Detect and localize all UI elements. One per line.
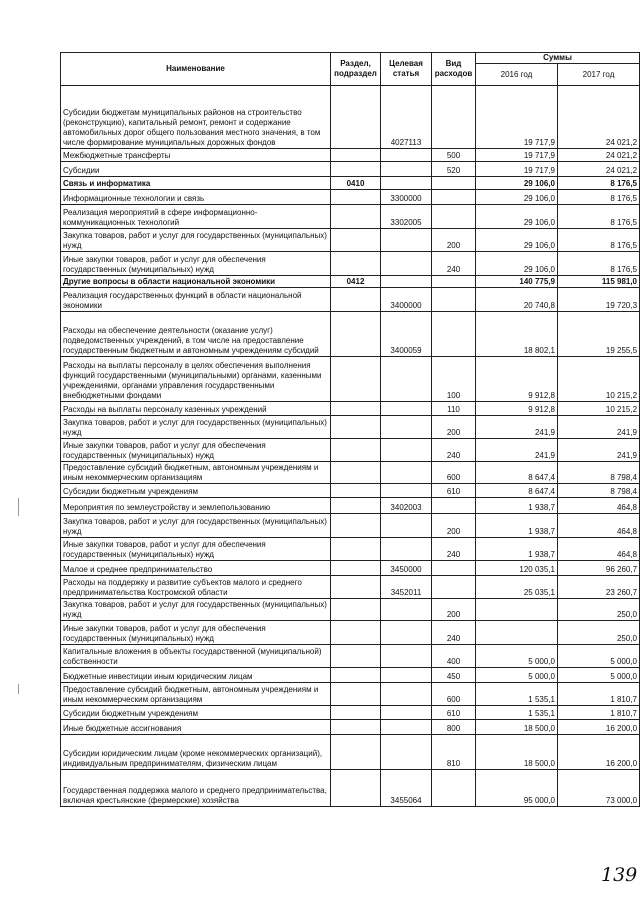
row-target [381, 706, 432, 720]
row-type: 400 [432, 645, 476, 668]
row-target [381, 149, 432, 162]
row-section [331, 498, 381, 514]
row-type: 240 [432, 621, 476, 645]
row-target: 4027113 [381, 86, 432, 149]
row-section [331, 205, 381, 229]
row-sum-2016: 29 106,0 [476, 190, 558, 205]
budget-table [60, 52, 640, 807]
table-row [61, 514, 640, 538]
row-sum-2016: 25 035,1 [476, 576, 558, 599]
row-target: 3450000 [381, 561, 432, 576]
row-type: 800 [432, 720, 476, 735]
row-name: Межбюджетные трансферты [61, 149, 331, 162]
row-section [331, 357, 381, 402]
page-number: 139 [601, 864, 638, 886]
row-type: 240 [432, 439, 476, 462]
row-section [331, 735, 381, 770]
row-target [381, 229, 432, 252]
row-section [331, 720, 381, 735]
row-target [381, 416, 432, 439]
row-section [331, 538, 381, 561]
row-target: 3455064 [381, 770, 432, 807]
row-sum-2016: 241,9 [476, 439, 558, 462]
row-name: Иные бюджетные ассигнования [61, 720, 331, 735]
row-section [331, 770, 381, 807]
row-sum-2016: 1 535,1 [476, 706, 558, 720]
row-section [331, 162, 381, 177]
row-target [381, 599, 432, 621]
row-section [331, 514, 381, 538]
row-name: Расходы на поддержку и развитие субъектов малого и среднего предпринимательства Костромской области [61, 576, 331, 599]
row-sum-2016: 8 647,4 [476, 462, 558, 484]
table-body [61, 86, 640, 807]
row-name: Закупка товаров, работ и услуг для государственных (муниципальных) нужд [61, 229, 331, 252]
table-row [61, 645, 640, 668]
header-year-2016: 2016 год [476, 64, 558, 86]
row-name: Субсидии бюджетам муниципальных районов на строительство (реконструкцию), капитальный ремонт, ремонт и содержание автомобильных дорог общего пользования местного значения, в том числе формирование муниципальных дорожных фондов [61, 86, 331, 149]
row-section [331, 252, 381, 276]
row-sum-2017: 464,8 [558, 514, 640, 538]
row-target: 3300000 [381, 190, 432, 205]
row-section [331, 599, 381, 621]
row-sum-2017: 73 000,0 [558, 770, 640, 807]
row-name: Государственная поддержка малого и среднего предпринимательства, включая крестьянские (фермерские) хозяйства [61, 770, 331, 807]
row-sum-2016: 1 535,1 [476, 683, 558, 706]
row-sum-2017: 115 981,0 [558, 276, 640, 288]
row-sum-2017: 8 176,5 [558, 252, 640, 276]
row-name: Иные закупки товаров, работ и услуг для обеспечения государственных (муниципальных) нужд [61, 621, 331, 645]
row-type: 100 [432, 357, 476, 402]
row-target: 3402003 [381, 498, 432, 514]
row-sum-2017: 24 021,2 [558, 162, 640, 177]
row-type [432, 86, 476, 149]
row-sum-2017: 8 798,4 [558, 484, 640, 498]
row-sum-2016: 29 106,0 [476, 177, 558, 190]
row-section [331, 416, 381, 439]
table-row [61, 538, 640, 561]
row-name: Малое и среднее предпринимательство [61, 561, 331, 576]
row-sum-2017: 16 200,0 [558, 720, 640, 735]
row-sum-2017: 16 200,0 [558, 735, 640, 770]
row-target [381, 402, 432, 416]
table-row [61, 668, 640, 683]
row-name: Другие вопросы в области национальной экономики [61, 276, 331, 288]
row-sum-2016: 29 106,0 [476, 252, 558, 276]
header-type: Вид расходов [432, 53, 476, 86]
row-section [331, 706, 381, 720]
table-row [61, 162, 640, 177]
table-row [61, 498, 640, 514]
margin-mark [18, 498, 19, 516]
row-sum-2016: 19 717,9 [476, 86, 558, 149]
table-row [61, 720, 640, 735]
row-section [331, 561, 381, 576]
row-sum-2017: 8 176,5 [558, 229, 640, 252]
row-target: 3452011 [381, 576, 432, 599]
row-target [381, 162, 432, 177]
row-sum-2016: 18 500,0 [476, 735, 558, 770]
row-sum-2017: 19 720,3 [558, 288, 640, 312]
row-target: 3400059 [381, 312, 432, 357]
header-year-2017: 2017 год [558, 64, 640, 86]
row-type: 600 [432, 462, 476, 484]
row-type: 200 [432, 599, 476, 621]
row-sum-2016: 8 647,4 [476, 484, 558, 498]
row-type [432, 498, 476, 514]
table-header [61, 53, 640, 86]
row-name: Закупка товаров, работ и услуг для государственных (муниципальных) нужд [61, 599, 331, 621]
table-row [61, 561, 640, 576]
row-type: 200 [432, 514, 476, 538]
row-sum-2017: 23 260,7 [558, 576, 640, 599]
row-target [381, 538, 432, 561]
row-sum-2016: 9 912,8 [476, 402, 558, 416]
row-sum-2016: 20 740,8 [476, 288, 558, 312]
row-sum-2017: 1 810,7 [558, 683, 640, 706]
row-sum-2016: 29 106,0 [476, 229, 558, 252]
row-sum-2017: 5 000,0 [558, 645, 640, 668]
row-type: 810 [432, 735, 476, 770]
table-row [61, 252, 640, 276]
row-type: 520 [432, 162, 476, 177]
row-section [331, 576, 381, 599]
row-name: Субсидии бюджетным учреждениям [61, 706, 331, 720]
table-row [61, 735, 640, 770]
row-sum-2016: 19 717,9 [476, 162, 558, 177]
header-section: Раздел, подраздел [331, 53, 381, 86]
row-type: 600 [432, 683, 476, 706]
table-row [61, 576, 640, 599]
row-type: 110 [432, 402, 476, 416]
row-sum-2017: 250,0 [558, 621, 640, 645]
table-row [61, 276, 640, 288]
table-row [61, 402, 640, 416]
row-sum-2016: 140 775,9 [476, 276, 558, 288]
row-sum-2016: 241,9 [476, 416, 558, 439]
row-sum-2016: 18 500,0 [476, 720, 558, 735]
row-sum-2017: 8 176,5 [558, 205, 640, 229]
row-section: 0412 [331, 276, 381, 288]
row-type [432, 177, 476, 190]
row-name: Иные закупки товаров, работ и услуг для обеспечения государственных (муниципальных) нужд [61, 439, 331, 462]
table-row [61, 288, 640, 312]
row-type [432, 576, 476, 599]
row-type [432, 770, 476, 807]
row-name: Расходы на выплаты персоналу в целях обеспечения выполнения функций государственными (муниципальными) органами, казенными учреждениями, органами управления государственными внебюджетными фондами [61, 357, 331, 402]
row-section [331, 190, 381, 205]
table-row [61, 86, 640, 149]
row-sum-2017: 241,9 [558, 416, 640, 439]
row-sum-2016: 19 717,9 [476, 149, 558, 162]
table-row [61, 462, 640, 484]
row-section [331, 149, 381, 162]
row-section [331, 402, 381, 416]
row-target [381, 484, 432, 498]
row-sum-2017: 96 260,7 [558, 561, 640, 576]
table-row [61, 599, 640, 621]
row-sum-2017: 5 000,0 [558, 668, 640, 683]
row-target [381, 439, 432, 462]
row-target [381, 645, 432, 668]
row-section [331, 312, 381, 357]
row-section [331, 621, 381, 645]
table-row [61, 205, 640, 229]
row-target [381, 668, 432, 683]
row-name: Закупка товаров, работ и услуг для государственных (муниципальных) нужд [61, 416, 331, 439]
row-name: Субсидии юридическим лицам (кроме некоммерческих организаций), индивидуальным предпринимателям, физическим лицам [61, 735, 331, 770]
row-sum-2016 [476, 599, 558, 621]
row-type [432, 205, 476, 229]
row-section [331, 683, 381, 706]
table-row [61, 229, 640, 252]
row-sum-2017: 241,9 [558, 439, 640, 462]
row-section [331, 288, 381, 312]
row-sum-2017: 1 810,7 [558, 706, 640, 720]
row-sum-2016: 29 106,0 [476, 205, 558, 229]
table-row [61, 484, 640, 498]
row-sum-2016 [476, 621, 558, 645]
row-name: Связь и информатика [61, 177, 331, 190]
table-row [61, 439, 640, 462]
row-name: Бюджетные инвестиции иным юридическим лицам [61, 668, 331, 683]
row-sum-2017: 464,8 [558, 538, 640, 561]
row-section [331, 86, 381, 149]
row-sum-2016: 1 938,7 [476, 538, 558, 561]
row-section [331, 645, 381, 668]
row-sum-2016: 18 802,1 [476, 312, 558, 357]
row-type: 610 [432, 706, 476, 720]
row-target: 3302005 [381, 205, 432, 229]
row-section [331, 668, 381, 683]
row-sum-2017: 464,8 [558, 498, 640, 514]
row-name: Иные закупки товаров, работ и услуг для обеспечения государственных (муниципальных) нужд [61, 538, 331, 561]
row-section: 0410 [331, 177, 381, 190]
table-row [61, 149, 640, 162]
table-row [61, 770, 640, 807]
row-sum-2017: 10 215,2 [558, 357, 640, 402]
row-type: 500 [432, 149, 476, 162]
row-type: 200 [432, 229, 476, 252]
row-target [381, 177, 432, 190]
row-name: Иные закупки товаров, работ и услуг для обеспечения государственных (муниципальных) нужд [61, 252, 331, 276]
table-row [61, 683, 640, 706]
row-target [381, 514, 432, 538]
table-row [61, 357, 640, 402]
row-target [381, 683, 432, 706]
table-row [61, 312, 640, 357]
row-sum-2017: 250,0 [558, 599, 640, 621]
row-target [381, 462, 432, 484]
row-type: 240 [432, 252, 476, 276]
row-target [381, 720, 432, 735]
row-type: 610 [432, 484, 476, 498]
table-row [61, 177, 640, 190]
header-name: Наименование [61, 53, 331, 86]
row-sum-2016: 1 938,7 [476, 514, 558, 538]
row-target: 3400000 [381, 288, 432, 312]
row-sum-2017: 24 021,2 [558, 86, 640, 149]
row-sum-2017: 10 215,2 [558, 402, 640, 416]
row-sum-2016: 9 912,8 [476, 357, 558, 402]
header-sums: Суммы [476, 53, 640, 64]
table-row [61, 706, 640, 720]
row-sum-2017: 8 176,5 [558, 190, 640, 205]
row-sum-2016: 120 035,1 [476, 561, 558, 576]
row-sum-2017: 8 176,5 [558, 177, 640, 190]
row-type: 240 [432, 538, 476, 561]
row-section [331, 229, 381, 252]
row-name: Предоставление субсидий бюджетным, автономным учреждениям и иным некоммерческим организациям [61, 462, 331, 484]
row-type [432, 312, 476, 357]
header-target: Целевая статья [381, 53, 432, 86]
row-sum-2017: 8 798,4 [558, 462, 640, 484]
row-type [432, 288, 476, 312]
row-type [432, 276, 476, 288]
row-name: Мероприятия по землеустройству и землепользованию [61, 498, 331, 514]
row-name: Информационные технологии и связь [61, 190, 331, 205]
row-sum-2017: 24 021,2 [558, 149, 640, 162]
margin-mark [18, 684, 19, 694]
row-sum-2016: 1 938,7 [476, 498, 558, 514]
row-section [331, 439, 381, 462]
row-name: Капитальные вложения в объекты государственной (муниципальной) собственности [61, 645, 331, 668]
row-type: 450 [432, 668, 476, 683]
row-name: Субсидии [61, 162, 331, 177]
row-section [331, 484, 381, 498]
row-name: Предоставление субсидий бюджетным, автономным учреждениям и иным некоммерческим организациям [61, 683, 331, 706]
row-name: Расходы на выплаты персоналу казенных учреждений [61, 402, 331, 416]
row-target [381, 276, 432, 288]
row-sum-2016: 5 000,0 [476, 645, 558, 668]
row-target [381, 735, 432, 770]
row-name: Расходы на обеспечение деятельности (оказание услуг) подведомственных учреждений, в том числе на предоставление государственным бюджетным и автономным учреждениям субсидий [61, 312, 331, 357]
row-sum-2017: 19 255,5 [558, 312, 640, 357]
row-type [432, 190, 476, 205]
table-row [61, 190, 640, 205]
row-name: Реализация государственных функций в области национальной экономики [61, 288, 331, 312]
row-name: Субсидии бюджетным учреждениям [61, 484, 331, 498]
row-name: Закупка товаров, работ и услуг для государственных (муниципальных) нужд [61, 514, 331, 538]
row-name: Реализация мероприятий в сфере информационно-коммуникационных технологий [61, 205, 331, 229]
table-row [61, 416, 640, 439]
row-type [432, 561, 476, 576]
row-target [381, 252, 432, 276]
row-target [381, 621, 432, 645]
row-type: 200 [432, 416, 476, 439]
row-sum-2016: 95 000,0 [476, 770, 558, 807]
row-target [381, 357, 432, 402]
table-row [61, 621, 640, 645]
row-section [331, 462, 381, 484]
row-sum-2016: 5 000,0 [476, 668, 558, 683]
